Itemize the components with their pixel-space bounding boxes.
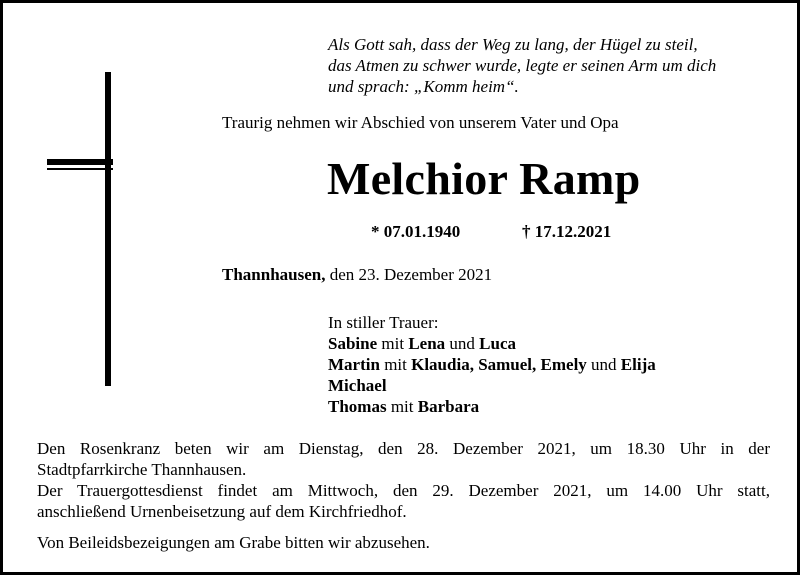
mourner-name: Elija	[620, 355, 656, 374]
mourner-name: Sabine	[328, 334, 378, 353]
rosary-text-line1: Den Rosenkranz beten wir am Dienstag, den 28. Dezember 2021, um 18.30 Uhr in der	[37, 439, 770, 458]
birth-date: * 07.01.1940	[371, 222, 461, 241]
mourner-name: Luca	[479, 334, 516, 353]
quote-line: und sprach: „Komm heim“.	[328, 77, 519, 96]
notice-date: den 23. Dezember 2021	[325, 265, 493, 284]
intro-text: Traurig nehmen wir Abschied von unserem Vater und Opa	[222, 113, 619, 132]
funeral-text-line2: anschließend Urnenbeisetzung auf dem Kirchfriedhof.	[37, 502, 407, 521]
mourner-name: Barbara	[417, 397, 480, 416]
latin-cross-icon	[47, 72, 113, 386]
quote-line: das Atmen zu schwer wurde, legte er seinen Arm um dich	[328, 56, 717, 75]
mourner-row	[328, 354, 656, 375]
condolence-note: Von Beileidsbezeigungen am Grabe bitten wir abzusehen.	[37, 533, 430, 552]
connector: mit	[379, 355, 412, 374]
mourner-name: Klaudia, Samuel, Emely	[411, 355, 587, 374]
mourner-row	[328, 396, 656, 417]
mourner-name: Thomas	[328, 397, 387, 416]
deceased-name: Melchior Ramp	[327, 153, 641, 204]
mourning-label: In stiller Trauer:	[328, 313, 439, 332]
connector: mit	[377, 334, 409, 353]
mourners-list	[328, 312, 656, 417]
mourner-name: Lena	[408, 334, 446, 353]
mourner-name: Michael	[328, 376, 387, 395]
mourner-row	[328, 375, 656, 396]
mourner-name: Martin	[328, 355, 380, 374]
place-date-line	[222, 265, 492, 285]
quote-line: Als Gott sah, dass der Weg zu lang, der Hügel zu steil,	[328, 35, 698, 54]
connector: und	[445, 334, 480, 353]
service-details	[37, 438, 770, 553]
connector: mit	[386, 397, 418, 416]
place: Thannhausen,	[222, 265, 326, 284]
memorial-quote	[328, 34, 788, 97]
mourner-row	[328, 333, 656, 354]
death-date: † 17.12.2021	[522, 222, 612, 241]
rosary-text-line2: Stadtpfarrkirche Thannhausen.	[37, 460, 247, 479]
connector: und	[586, 355, 621, 374]
funeral-text-line1: Der Trauergottesdienst findet am Mittwoch, den 29. Dezember 2021, um 14.00 Uhr statt,	[37, 481, 770, 500]
